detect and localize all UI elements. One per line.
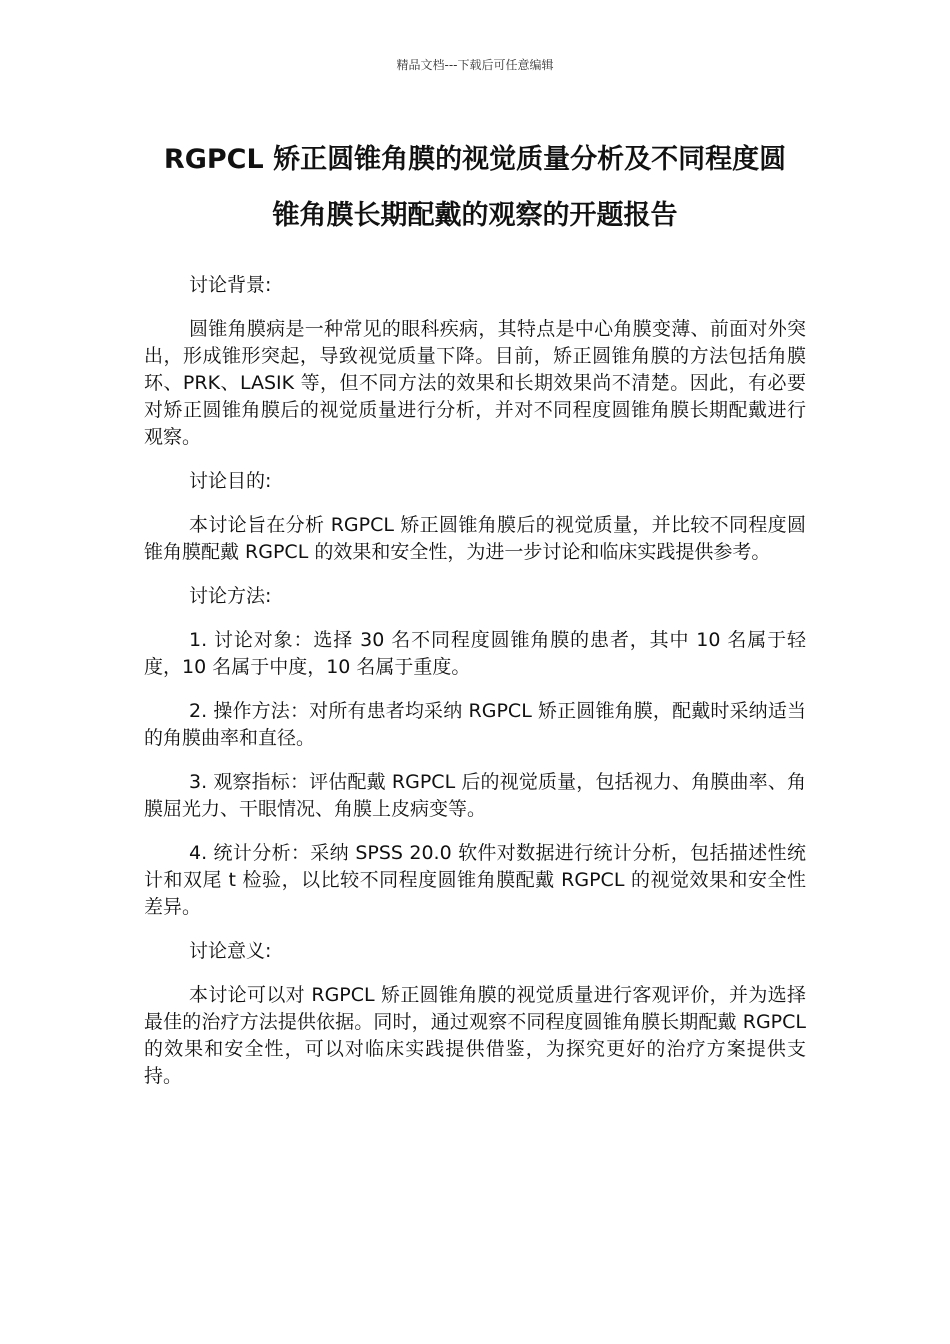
significance-heading: 讨论意义: xyxy=(189,940,272,962)
document-title xyxy=(132,132,818,244)
document-body xyxy=(144,272,806,1107)
purpose-paragraph: 本讨论旨在分析 RGPCL 矫正圆锥角膜后的视觉质量，并比较不同程度圆锥角膜配戴 RGPCL 的效果和安全性，为进一步讨论和临床实践提供参考。 xyxy=(144,514,806,563)
methods-item-subjects: 1. 讨论对象：选择 30 名不同程度圆锥角膜的患者，其中 10 名属于轻度，10 名属于中度，10 名属于重度。 xyxy=(144,629,806,678)
background-heading: 讨论背景: xyxy=(189,274,272,296)
title-line-2: 锥角膜长期配戴的观察的开题报告 xyxy=(272,200,678,231)
methods-item-indicators: 3. 观察指标：评估配戴 RGPCL 后的视觉质量，包括视力、角膜曲率、角膜屈光力、干眼情况、角膜上皮病变等。 xyxy=(144,771,806,820)
background-paragraph: 圆锥角膜病是一种常见的眼科疾病，其特点是中心角膜变薄、前面对外突出，形成锥形突起，导致视觉质量下降。目前，矫正圆锥角膜的方法包括角膜环、PRK、LASIK 等，但不同方法的效果和长期效果尚不清楚。因此，有必要对矫正圆锥角膜后的视觉质量进行分析，并对不同程度圆锥角膜长期配戴进行观察。 xyxy=(144,318,806,448)
methods-heading: 讨论方法: xyxy=(189,585,272,607)
methods-item-statistics: 4. 统计分析：采纳 SPSS 20.0 软件对数据进行统计分析，包括描述性统计和双尾 t 检验，以比较不同程度圆锥角膜配戴 RGPCL 的视觉效果和安全性差异。 xyxy=(144,842,806,918)
purpose-heading: 讨论目的: xyxy=(189,470,272,492)
title-line-1: RGPCL 矫正圆锥角膜的视觉质量分析及不同程度圆 xyxy=(163,144,787,175)
methods-item-procedure: 2. 操作方法：对所有患者均采纳 RGPCL 矫正圆锥角膜，配戴时采纳适当的角膜曲率和直径。 xyxy=(144,700,806,749)
header-note: 精品文档---下载后可任意编辑 xyxy=(396,58,554,72)
significance-paragraph: 本讨论可以对 RGPCL 矫正圆锥角膜的视觉质量进行客观评价，并为选择最佳的治疗方法提供依据。同时，通过观察不同程度圆锥角膜长期配戴 RGPCL 的效果和安全性，可以对临床实践提供借鉴，为探究更好的治疗方案提供支持。 xyxy=(144,984,806,1087)
